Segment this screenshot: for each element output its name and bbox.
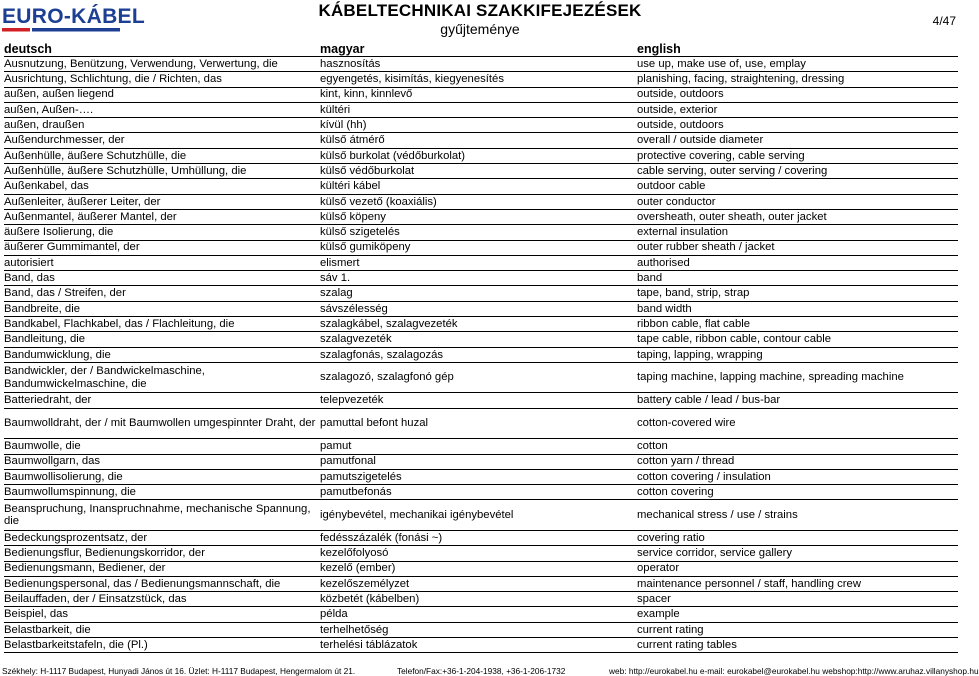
cell-english: band width bbox=[637, 301, 958, 316]
table-row bbox=[4, 87, 958, 102]
table-row bbox=[4, 408, 958, 439]
cell-magyar: kezelő (ember) bbox=[320, 561, 637, 576]
cell-magyar: kívül (hh) bbox=[320, 118, 637, 133]
cell-magyar: példa bbox=[320, 607, 637, 622]
table-row bbox=[4, 362, 958, 393]
cell-english: example bbox=[637, 607, 958, 622]
cell-magyar: külső vezető (koaxiális) bbox=[320, 194, 637, 209]
column-header-english: english bbox=[637, 42, 681, 56]
cell-deutsch: Außenhülle, äußere Schutzhülle, Umhüllung, die bbox=[4, 164, 320, 179]
footer-phone: Telefon/Fax:+36-1-204-1938, +36-1-206-1732 bbox=[397, 666, 566, 676]
cell-magyar: kültéri bbox=[320, 102, 637, 117]
cell-magyar: pamutszigetelés bbox=[320, 469, 637, 484]
table-row bbox=[4, 332, 958, 347]
cell-magyar: külső gumiköpeny bbox=[320, 240, 637, 255]
table-row bbox=[4, 118, 958, 133]
cell-magyar: fedésszázalék (fonási ~) bbox=[320, 530, 637, 545]
cell-english: protective covering, cable serving bbox=[637, 148, 958, 163]
cell-english: authorised bbox=[637, 255, 958, 270]
company-logo bbox=[2, 2, 145, 38]
page-subtitle: gyűjteménye bbox=[440, 21, 520, 37]
cell-deutsch: Bandleitung, die bbox=[4, 332, 320, 347]
cell-magyar: külső burkolat (védőburkolat) bbox=[320, 148, 637, 163]
cell-english: outer rubber sheath / jacket bbox=[637, 240, 958, 255]
cell-english: planishing, facing, straightening, dressing bbox=[637, 72, 958, 87]
cell-deutsch: außen, außen liegend bbox=[4, 87, 320, 102]
table-row bbox=[4, 485, 958, 500]
cell-magyar: telepvezeték bbox=[320, 393, 637, 408]
cell-english: oversheath, outer sheath, outer jacket bbox=[637, 209, 958, 224]
table-row bbox=[4, 546, 958, 561]
cell-deutsch: Bedienungspersonal, das / Bedienungsmannschaft, die bbox=[4, 576, 320, 591]
cell-english: battery cable / lead / bus-bar bbox=[637, 393, 958, 408]
cell-deutsch: Beispiel, das bbox=[4, 607, 320, 622]
cell-magyar: terhelhetőség bbox=[320, 622, 637, 637]
table-row bbox=[4, 72, 958, 87]
table-row bbox=[4, 317, 958, 332]
cell-deutsch: Außenkabel, das bbox=[4, 179, 320, 194]
cell-english: taping, lapping, wrapping bbox=[637, 347, 958, 362]
cell-english: cotton-covered wire bbox=[637, 408, 958, 439]
table-row bbox=[4, 271, 958, 286]
cell-english: cotton covering / insulation bbox=[637, 469, 958, 484]
cell-english: overall / outside diameter bbox=[637, 133, 958, 148]
cell-english: mechanical stress / use / strains bbox=[637, 500, 958, 531]
cell-english: outdoor cable bbox=[637, 179, 958, 194]
table-row bbox=[4, 301, 958, 316]
table-row bbox=[4, 286, 958, 301]
cell-magyar: pamuttal befont huzal bbox=[320, 408, 637, 439]
cell-english: outside, outdoors bbox=[637, 87, 958, 102]
cell-deutsch: Beanspruchung, Inanspruchnahme, mechanische Spannung, die bbox=[4, 500, 320, 531]
cell-deutsch: Baumwolldraht, der / mit Baumwollen umgespinnter Draht, der bbox=[4, 408, 320, 439]
cell-english: spacer bbox=[637, 592, 958, 607]
table-row bbox=[4, 255, 958, 270]
cell-magyar: külső szigetelés bbox=[320, 225, 637, 240]
table-row bbox=[4, 240, 958, 255]
cell-english: current rating bbox=[637, 622, 958, 637]
cell-magyar: hasznosítás bbox=[320, 57, 637, 72]
cell-deutsch: autorisiert bbox=[4, 255, 320, 270]
table-row bbox=[4, 439, 958, 454]
cell-magyar: pamut bbox=[320, 439, 637, 454]
cell-magyar: sáv 1. bbox=[320, 271, 637, 286]
table-row bbox=[4, 164, 958, 179]
cell-english: outside, outdoors bbox=[637, 118, 958, 133]
cell-english: outside, exterior bbox=[637, 102, 958, 117]
cell-deutsch: Bandkabel, Flachkabel, das / Flachleitung, die bbox=[4, 317, 320, 332]
table-row bbox=[4, 622, 958, 637]
cell-deutsch: Belastbarkeitstafeln, die (Pl.) bbox=[4, 638, 320, 653]
column-header-magyar: magyar bbox=[320, 42, 365, 56]
cell-magyar: elismert bbox=[320, 255, 637, 270]
cell-english: cotton covering bbox=[637, 485, 958, 500]
column-header-deutsch: deutsch bbox=[4, 42, 52, 56]
cell-deutsch: Bedienungsflur, Bedienungskorridor, der bbox=[4, 546, 320, 561]
logo-text: EURO-KÁBEL bbox=[2, 5, 145, 28]
table-row bbox=[4, 347, 958, 362]
table-row bbox=[4, 454, 958, 469]
cell-magyar: közbetét (kábelben) bbox=[320, 592, 637, 607]
table-row bbox=[4, 209, 958, 224]
table-row bbox=[4, 179, 958, 194]
cell-deutsch: äußere Isolierung, die bbox=[4, 225, 320, 240]
cell-deutsch: Baumwolle, die bbox=[4, 439, 320, 454]
cell-deutsch: Außendurchmesser, der bbox=[4, 133, 320, 148]
cell-magyar: sávszélesség bbox=[320, 301, 637, 316]
cell-magyar: egyengetés, kisimítás, kiegyenesítés bbox=[320, 72, 637, 87]
cell-magyar: szalagvezeték bbox=[320, 332, 637, 347]
cell-magyar: szalag bbox=[320, 286, 637, 301]
table-row bbox=[4, 393, 958, 408]
cell-magyar: külső átmérő bbox=[320, 133, 637, 148]
cell-deutsch: Ausrichtung, Schlichtung, die / Richten, das bbox=[4, 72, 320, 87]
cell-english: cable serving, outer serving / covering bbox=[637, 164, 958, 179]
cell-english: use up, make use of, use, emplay bbox=[637, 57, 958, 72]
cell-deutsch: außen, Außen-…. bbox=[4, 102, 320, 117]
cell-deutsch: Baumwollumspinnung, die bbox=[4, 485, 320, 500]
cell-magyar: igénybevétel, mechanikai igénybevétel bbox=[320, 500, 637, 531]
cell-deutsch: Bandbreite, die bbox=[4, 301, 320, 316]
cell-magyar: pamutfonal bbox=[320, 454, 637, 469]
cell-magyar: szalagfonás, szalagozás bbox=[320, 347, 637, 362]
cell-deutsch: Ausnutzung, Benützung, Verwendung, Verwertung, die bbox=[4, 57, 320, 72]
cell-english: tape, band, strip, strap bbox=[637, 286, 958, 301]
cell-english: outer conductor bbox=[637, 194, 958, 209]
cell-deutsch: Band, das bbox=[4, 271, 320, 286]
cell-magyar: külső köpeny bbox=[320, 209, 637, 224]
cell-deutsch: außen, draußen bbox=[4, 118, 320, 133]
table-row bbox=[4, 638, 958, 653]
table-row bbox=[4, 133, 958, 148]
cell-magyar: kezelőfolyosó bbox=[320, 546, 637, 561]
table-row bbox=[4, 57, 958, 72]
table-row bbox=[4, 194, 958, 209]
cell-english: taping machine, lapping machine, spreading machine bbox=[637, 362, 958, 393]
cell-magyar: szalagozó, szalagfonó gép bbox=[320, 362, 637, 393]
cell-deutsch: Außenmantel, äußerer Mantel, der bbox=[4, 209, 320, 224]
table-row bbox=[4, 592, 958, 607]
cell-deutsch: Band, das / Streifen, der bbox=[4, 286, 320, 301]
footer-web: web: http://eurokabel.hu e-mail: eurokabel@eurokabel.hu webshop:http://www.aruhaz.villanyshop.hu bbox=[609, 666, 979, 676]
cell-english: cotton bbox=[637, 439, 958, 454]
table-row bbox=[4, 561, 958, 576]
cell-english: external insulation bbox=[637, 225, 958, 240]
cell-deutsch: Bedienungsmann, Bediener, der bbox=[4, 561, 320, 576]
cell-english: covering ratio bbox=[637, 530, 958, 545]
cell-deutsch: Bandwickler, der / Bandwickelmaschine, Bandumwickelmaschine, die bbox=[4, 362, 320, 393]
cell-magyar: kezelőszemélyzet bbox=[320, 576, 637, 591]
table-row bbox=[4, 500, 958, 531]
cell-english: band bbox=[637, 271, 958, 286]
cell-deutsch: Außenleiter, äußerer Leiter, der bbox=[4, 194, 320, 209]
table-row bbox=[4, 225, 958, 240]
table-row bbox=[4, 469, 958, 484]
cell-magyar: külső védőburkolat bbox=[320, 164, 637, 179]
cell-magyar: szalagkábel, szalagvezeték bbox=[320, 317, 637, 332]
cell-deutsch: Baumwollgarn, das bbox=[4, 454, 320, 469]
table-row bbox=[4, 102, 958, 117]
cell-magyar: kint, kinn, kinnlevő bbox=[320, 87, 637, 102]
cell-deutsch: Außenhülle, äußere Schutzhülle, die bbox=[4, 148, 320, 163]
page-number: 4/47 bbox=[932, 14, 956, 28]
table-row bbox=[4, 530, 958, 545]
table-row bbox=[4, 576, 958, 591]
cell-magyar: terhelési táblázatok bbox=[320, 638, 637, 653]
cell-deutsch: äußerer Gummimantel, der bbox=[4, 240, 320, 255]
glossary-table bbox=[4, 56, 958, 653]
cell-deutsch: Belastbarkeit, die bbox=[4, 622, 320, 637]
logo-blue-stripe bbox=[32, 28, 120, 32]
footer-address: Székhely: H-1117 Budapest, Hunyadi János út 16. Üzlet: H-1117 Budapest, Hengermalom út 21. bbox=[2, 666, 356, 676]
page-title: KÁBELTECHNIKAI SZAKKIFEJEZÉSEK bbox=[318, 1, 642, 20]
cell-deutsch: Bedeckungsprozentsatz, der bbox=[4, 530, 320, 545]
cell-english: current rating tables bbox=[637, 638, 958, 653]
logo-red-stripe bbox=[2, 28, 30, 32]
cell-magyar: kültéri kábel bbox=[320, 179, 637, 194]
cell-deutsch: Baumwollisolierung, die bbox=[4, 469, 320, 484]
cell-deutsch: Beilauffaden, der / Einsatzstück, das bbox=[4, 592, 320, 607]
table-row bbox=[4, 148, 958, 163]
cell-english: cotton yarn / thread bbox=[637, 454, 958, 469]
table-row bbox=[4, 607, 958, 622]
cell-english: maintenance personnel / staff, handling crew bbox=[637, 576, 958, 591]
cell-english: service corridor, service gallery bbox=[637, 546, 958, 561]
cell-english: operator bbox=[637, 561, 958, 576]
cell-deutsch: Bandumwicklung, die bbox=[4, 347, 320, 362]
cell-deutsch: Batteriedraht, der bbox=[4, 393, 320, 408]
cell-english: tape cable, ribbon cable, contour cable bbox=[637, 332, 958, 347]
cell-magyar: pamutbefonás bbox=[320, 485, 637, 500]
cell-english: ribbon cable, flat cable bbox=[637, 317, 958, 332]
glossary-body bbox=[4, 57, 958, 653]
